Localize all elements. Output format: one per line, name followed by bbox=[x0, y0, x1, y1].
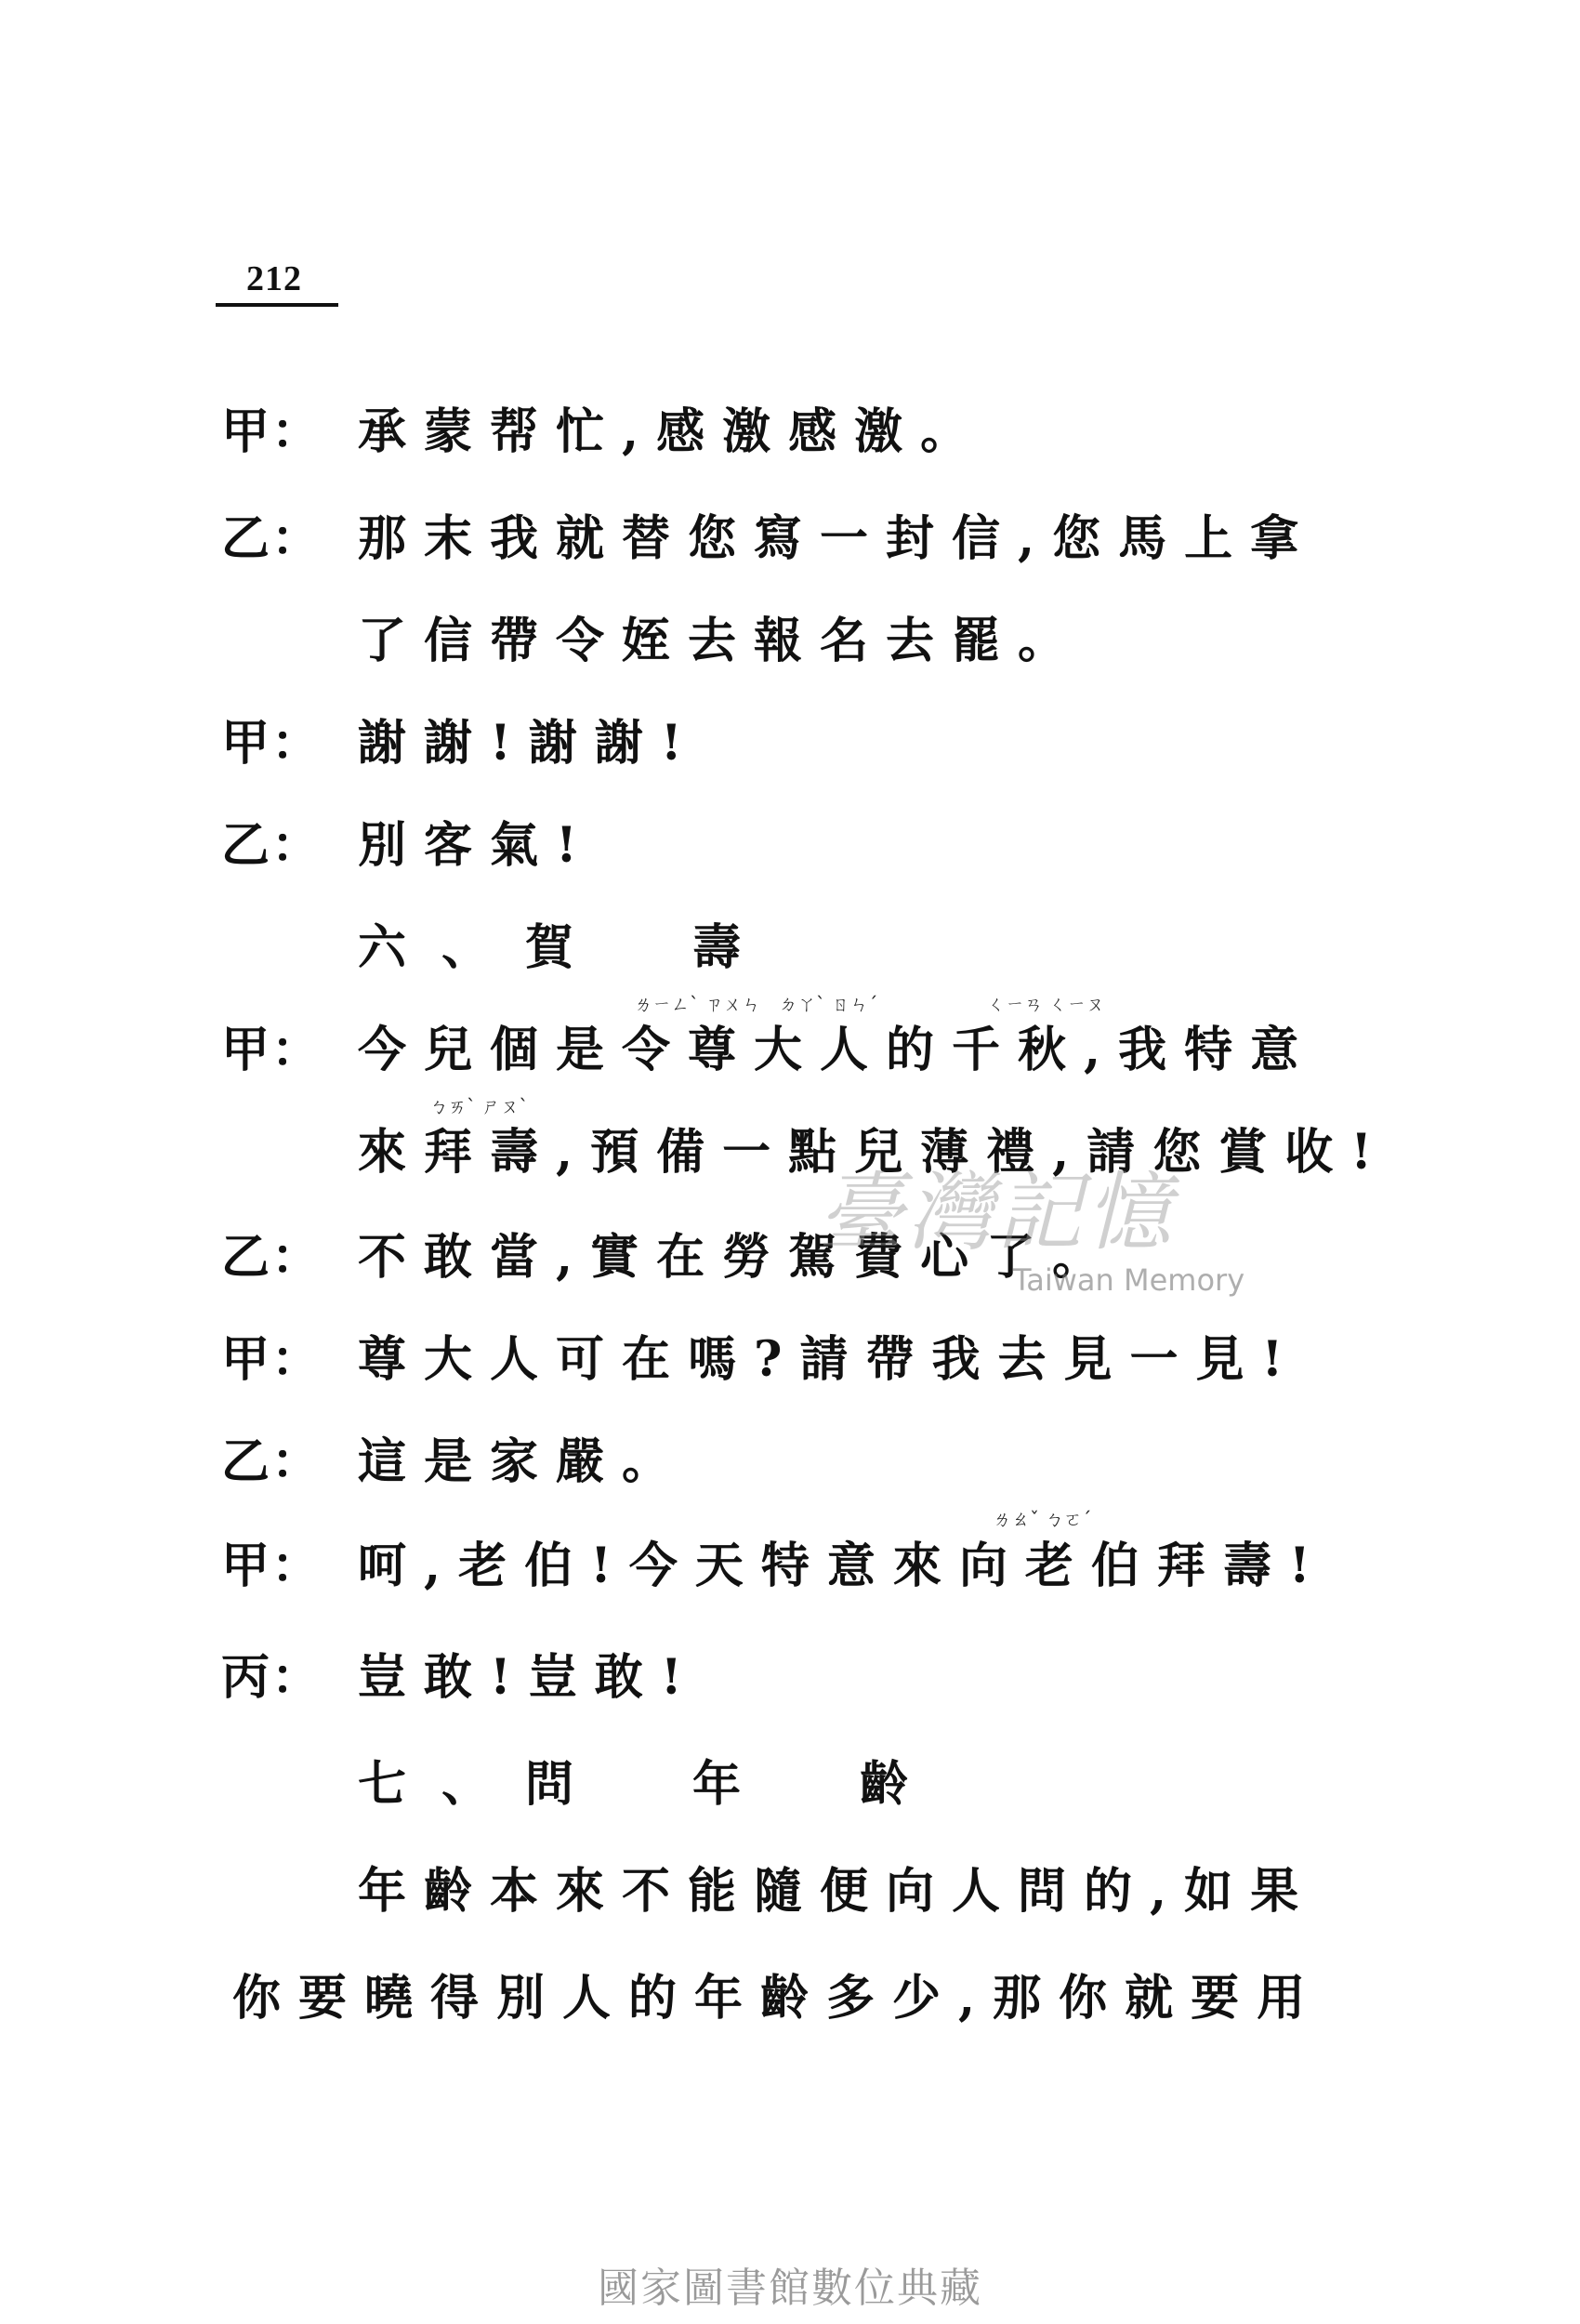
dialogue-text: 呵,老伯!今天特意來向老伯拜壽! bbox=[358, 1538, 1328, 1594]
dialogue-text: 尊大人可在嗎?請帶我去見一見! bbox=[358, 1331, 1301, 1388]
speaker-label: 乙： bbox=[221, 1229, 323, 1286]
bopomofo-annotation: ㄑㄧㄢ ㄑㄧㄡ bbox=[987, 993, 1105, 1015]
watermark-english: Taiwan Memory bbox=[1013, 1262, 1245, 1298]
dialogue-text: 別客氣! bbox=[358, 817, 595, 874]
bopomofo-annotation: ㄌㄠˇ ㄅㄛˊ bbox=[993, 1508, 1092, 1530]
section-heading-text: 七、問 年 齡 bbox=[358, 1756, 944, 1813]
speaker-label: 甲： bbox=[221, 1022, 323, 1078]
paragraph-text: 年齡本來不能隨便向人問的,如果 bbox=[358, 1863, 1317, 1920]
speaker-label: 甲： bbox=[221, 1538, 323, 1594]
dialogue-line bbox=[0, 1225, 1580, 1290]
paragraph-text: 你要曉得別人的年齡多少,那你就要用 bbox=[232, 1970, 1323, 2027]
speaker-label: 乙： bbox=[221, 1433, 323, 1490]
speaker-label: 乙： bbox=[221, 817, 323, 874]
speaker-label: 乙： bbox=[221, 510, 323, 567]
dialogue-text: 豈敢!豈敢! bbox=[358, 1649, 700, 1706]
bopomofo-annotation: ㄌㄧㄥˋ ㄗㄨㄣ bbox=[634, 993, 761, 1015]
dialogue-line bbox=[0, 1120, 1580, 1185]
bopomofo-annotation: ㄉㄚˋ ㄖㄣˊ bbox=[779, 993, 878, 1015]
dialogue-line bbox=[0, 1534, 1580, 1599]
dialogue-text: 承蒙帮忙,感激感激。 bbox=[358, 403, 987, 460]
section-heading-text: 六、賀 壽 bbox=[358, 919, 777, 976]
dialogue-line bbox=[0, 1327, 1580, 1393]
dialogue-line bbox=[0, 400, 1580, 465]
dialogue-line bbox=[0, 711, 1580, 776]
dialogue-text: 謝謝!謝謝! bbox=[358, 715, 700, 772]
dialogue-line bbox=[0, 1645, 1580, 1710]
speaker-label: 丙： bbox=[221, 1649, 323, 1706]
dialogue-text: 那末我就替您寫一封信,您馬上拿 bbox=[358, 510, 1317, 567]
speaker-label: 甲： bbox=[221, 1331, 323, 1388]
page-number: 212 bbox=[246, 259, 302, 298]
watermark-chinese: 臺灣記憶 bbox=[818, 1163, 1176, 1262]
speaker-label: 甲： bbox=[221, 715, 323, 772]
dialogue-line bbox=[0, 609, 1580, 674]
dialogue-line bbox=[0, 507, 1580, 572]
dialogue-text: 了信帶令姪去報名去罷。 bbox=[358, 613, 1085, 669]
dialogue-line bbox=[0, 813, 1580, 878]
speaker-label: 甲： bbox=[221, 403, 323, 460]
library-footer: 國家圖書館數位典藏 bbox=[598, 2265, 982, 2312]
dialogue-line bbox=[0, 1430, 1580, 1495]
paragraph-line bbox=[0, 1859, 1580, 1924]
dialogue-text: 來拜壽,預備一點兒薄禮,請您賞收! bbox=[358, 1124, 1390, 1181]
page-number-rule bbox=[216, 303, 338, 307]
dialogue-text: 這是家嚴。 bbox=[358, 1433, 689, 1490]
section-heading bbox=[0, 916, 1580, 981]
paragraph-line bbox=[0, 1966, 1580, 2031]
bopomofo-annotation: ㄅㄞˋ ㄕㄡˋ bbox=[429, 1095, 529, 1117]
dialogue-line bbox=[0, 1018, 1580, 1083]
dialogue-text: 不敢當,實在勞駕費心了。 bbox=[358, 1229, 1119, 1286]
dialogue-text: 今兒個是令尊大人的千秋,我特意 bbox=[358, 1022, 1317, 1078]
section-heading bbox=[0, 1752, 1580, 1817]
